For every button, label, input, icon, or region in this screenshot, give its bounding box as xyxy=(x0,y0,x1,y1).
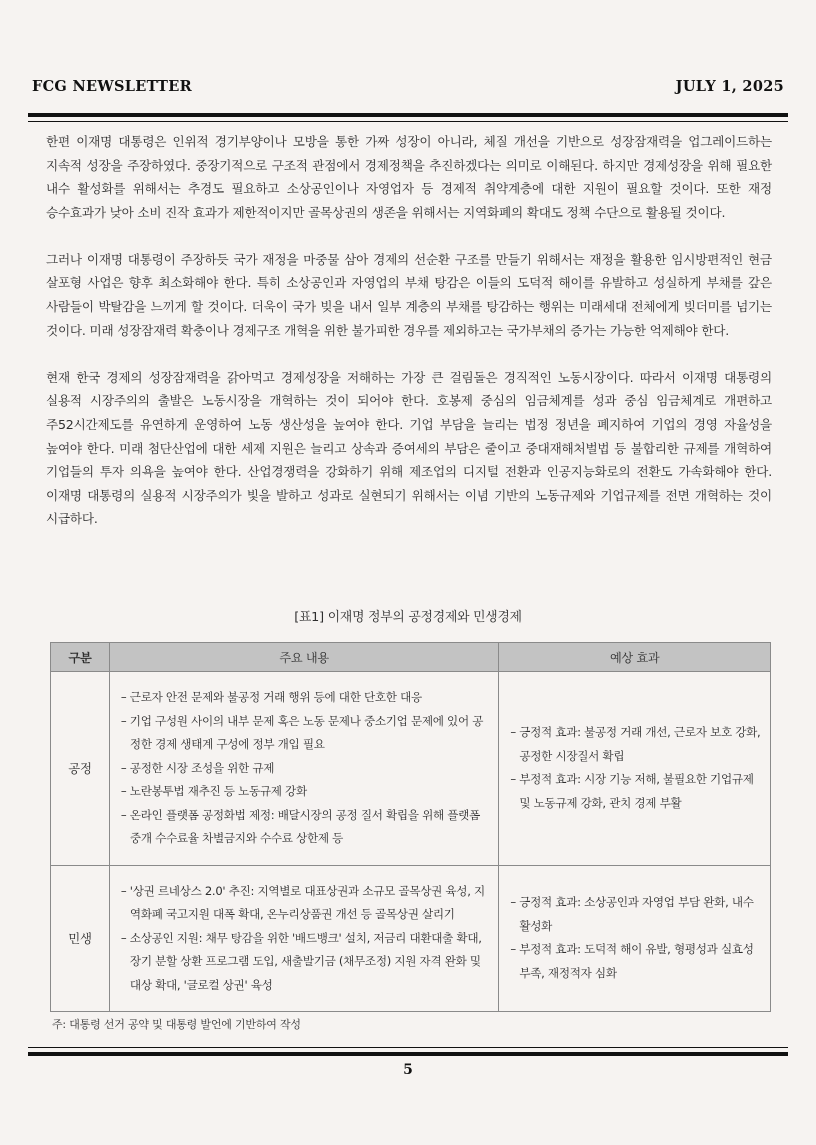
policy-table xyxy=(50,642,771,1012)
footer-rule-thin xyxy=(28,1047,788,1048)
table-header-row xyxy=(51,643,771,672)
issue-date: JULY 1, 2025 xyxy=(675,78,784,95)
list-item: – 노란봉투법 재추진 등 노동규제 강화 xyxy=(120,784,307,798)
paragraph: 한편 이재명 대통령은 인위적 경기부양이나 모방을 통한 가짜 성장이 아니라, 체질 개선을 기반으로 성장잠재력을 업그레이드하는 지속적 성장을 주장하였다. 중장기적으로 구조적 관점에서 경제정책을 추진하겠다는 의미로 이해된다. 하지만 경제성장을 위해 필요한 내수 활성화를 위해서는 추경도 필요하고 소상공인이나 자영업자 등 경제적 취약계층에 대한 지원이 필요할 것이다. 또한 재정 승수효과가 낮아 소비 진작 효과가 제한적이지만 골목상권의 생존을 위해서는 지역화폐의 확대도 정책 수단으로 활용될 것이다. xyxy=(46,134,772,220)
list-item: – 긍정적 효과: 불공정 거래 개선, 근로자 보호 강화, 공정한 시장질서 확립 xyxy=(510,725,761,763)
row-effects xyxy=(499,672,771,866)
row-effects xyxy=(499,865,771,1012)
list-item: – 근로자 안전 문제와 불공정 거래 행위 등에 대한 단호한 대응 xyxy=(120,690,422,704)
table-caption: [표1] 이재명 정부의 공정경제와 민생경제 xyxy=(294,610,522,625)
header-content: 주요 내용 xyxy=(109,643,498,672)
list-item: – 긍정적 효과: 소상공인과 자영업 부담 완화, 내수 활성화 xyxy=(510,895,754,933)
row-content xyxy=(109,672,498,866)
header-category: 구분 xyxy=(51,643,110,672)
masthead xyxy=(30,78,786,98)
article-body xyxy=(46,130,772,554)
header-rule-thick xyxy=(28,113,788,117)
row-category: 공정 xyxy=(51,672,110,866)
row-category: 민생 xyxy=(51,865,110,1012)
header-effects: 예상 효과 xyxy=(499,643,771,672)
list-item: – '상권 르네상스 2.0' 추진: 지역별로 대표상권과 소규모 골목상권 육성, 지역화폐 국고지원 대폭 확대, 온누리상품권 개선 등 골목상권 살리기 xyxy=(120,883,485,921)
list-item: – 공정한 시장 조성을 위한 규제 xyxy=(120,760,275,775)
list-item: – 소상공인 지원: 채무 탕감을 위한 '배드뱅크' 설치, 저금리 대환대출 확대, 장기 분할 상환 프로그램 도입, 새출발기금 (채무조정) 지원 자격 완화 및 대상 확대, '글로컬 상권' 육성 xyxy=(120,930,482,992)
footer-rule-thick xyxy=(28,1052,788,1056)
list-item: – 기업 구성원 사이의 내부 문제 혹은 노동 문제나 중소기업 문제에 있어 공정한 경제 생태계 구성에 정부 개입 필요 xyxy=(120,713,484,751)
newsletter-title: FCG NEWSLETTER xyxy=(32,78,192,95)
table-row xyxy=(51,865,771,1012)
paragraph: 그러나 이재명 대통령이 주장하듯 국가 재정을 마중물 삼아 경제의 선순환 구조를 만들기 위해서는 재정을 활용한 임시방편적인 현금 살포형 사업은 향후 최소화해야 한다. 특히 소상공인과 자영업의 부채 탕감은 이들의 도덕적 해이를 유발하고 성실하게 부채를 갚은 사람들이 박탈감을 느끼게 할 것이다. 더욱이 국가 빚을 내서 일부 계층의 부채를 탕감하는 행위는 미래세대 전체에게 빚더미를 넘기는 것이다. 미래 성장잠재력 확충이나 경제구조 개혁을 위한 불가피한 경우를 제외하고는 국가부채의 증가는 가능한 억제해야 한다. xyxy=(46,251,772,338)
list-item: – 온라인 플랫폼 공정화법 제정: 배달시장의 공정 질서 확립을 위해 플랫폼 중개 수수료율 차별금지와 수수료 상한제 등 xyxy=(120,807,480,845)
page-number: 5 xyxy=(403,1062,413,1078)
header-rule-thin xyxy=(28,121,788,122)
list-item: – 부정적 효과: 도덕적 해이 유발, 형평성과 실효성 부족, 재정적자 심화 xyxy=(510,942,754,980)
row-content xyxy=(109,865,498,1012)
table-row xyxy=(51,672,771,866)
paragraph: 현재 한국 경제의 성장잠재력을 갉아먹고 경제성장을 저해하는 가장 큰 걸림돌은 경직적인 노동시장이다. 따라서 이재명 대통령의 실용적 시장주의의 출발은 노동시장을 개혁하는 것이 되어야 한다. 호봉제 중심의 임금체계를 성과 중심 임금체계로 개편하고 주52시간제도를 유연하게 운영하여 노동 생산성을 높여야 한다. 기업 부담을 늘리는 법정 정년을 폐지하여 기업의 경영 자율성을 높여야 한다. 미래 첨단산업에 대한 세제 지원은 늘리고 상속과 증여세의 부담은 줄이고 중대재해처벌법 등 불합리한 규제를 개혁하여 기업들의 투자 의욕을 높여야 한다. 산업경쟁력을 강화하기 위해 제조업의 디지털 전환과 인공지능화로의 전환도 가속화해야 한다. 이재명 대통령의 실용적 시장주의가 빛을 발하고 성과로 실현되기 위해서는 이념 기반의 노동규제와 기업규제를 전면 개혁하는 것이 시급하다. xyxy=(46,369,772,527)
table-note: 주: 대통령 선거 공약 및 대통령 발언에 기반하여 작성 xyxy=(52,1018,301,1031)
list-item: – 부정적 효과: 시장 기능 저해, 불필요한 기업규제 및 노동규제 강화, 관치 경제 부활 xyxy=(510,772,754,810)
